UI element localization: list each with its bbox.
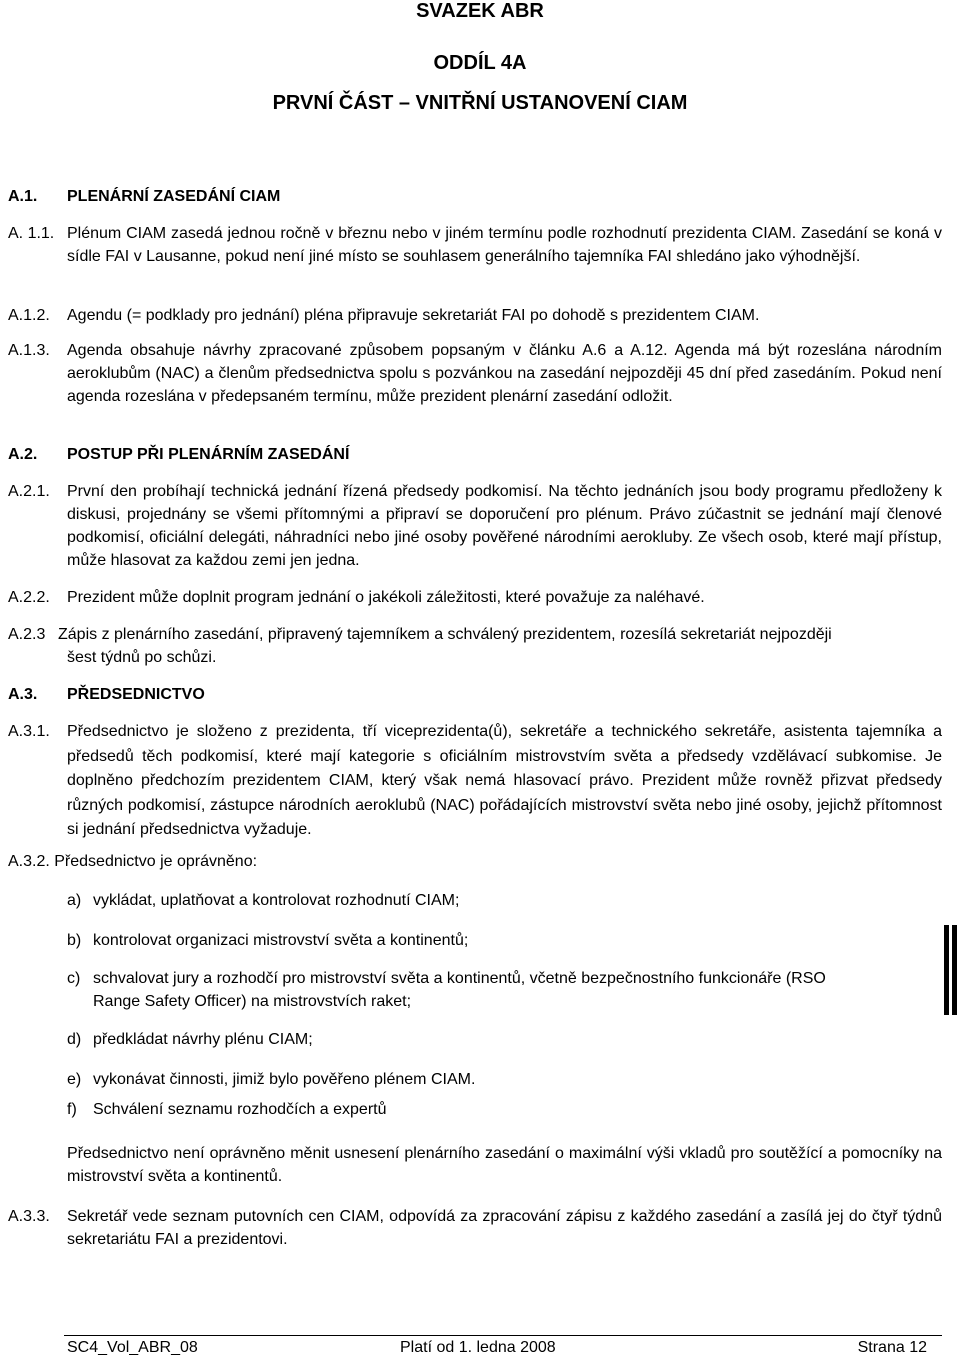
- heading-a2-number: A.2.: [8, 446, 38, 463]
- paragraph-a22-text: Prezident může doplnit program jednání o jakékoli záležitosti, které považuje za naléhavé.: [67, 589, 705, 606]
- list-item-text: předkládat návrhy plénu CIAM;: [93, 1031, 313, 1048]
- list-item-label: a): [67, 892, 82, 909]
- footer-divider: [64, 1335, 942, 1336]
- list-item-label: f): [67, 1101, 77, 1118]
- list-item-text-continued: Range Safety Officer) na mistrovstvích raket;: [93, 993, 412, 1010]
- footer-doc-id: SC4_Vol_ABR_08: [67, 1339, 198, 1356]
- paragraph-a11-text: Plénum CIAM zasedá jednou ročně v březnu nebo v jiném termínu podle rozhodnutí prezidenta CIAM. Zasedání se koná v sídle FAI v Lausanne, pokud není jiné místo se souhlasem generálního tajemníka FAI shledáno jako výhodnější.: [67, 225, 942, 265]
- list-item: [67, 929, 942, 952]
- heading-a1-number: A.1.: [8, 188, 38, 205]
- paragraph-a31-text: Předsednictvo je složeno z prezidenta, tří viceprezidenta(ů), sekretáře a technického sekretáře, asistenta tajemníka a předsedů těch podkomisí, které mají kategorie s oficiálním mistrovstvím světa a předsedy vzdělávací subkomise. Je doplněno předchozím prezidentem CIAM, který však nemá hlasovací právo. Prezident může rovněž přizvat předsedy různých podkomisí, zástupce národních aeroklubů (NAC) pořádajících mistrovství světa nebo jiné osoby, jejichž přítomnost si jednání předsednictva vyžaduje.: [67, 723, 942, 838]
- list-item: [67, 967, 942, 1013]
- list-item-text: kontrolovat organizaci mistrovství světa a kontinentů;: [93, 932, 469, 949]
- paragraph-a31-number: A.3.1.: [8, 723, 50, 740]
- paragraph-a22: [8, 586, 942, 609]
- heading-a3-title: PŘEDSEDNICTVO: [67, 686, 205, 703]
- list-item-text: Schválení seznamu rozhodčích a expertů: [93, 1101, 387, 1118]
- list-item: [67, 1028, 942, 1051]
- list-item-label: d): [67, 1031, 82, 1048]
- paragraph-a21-text: První den probíhají technická jednání řízená předsedy podkomisí. Na těchto jednáních jsou body programu předloženy k diskusi, projednány se všemi přítomnými a připraví se doporučení pro plénum. Právo zúčastnit se jednání mají členové podkomisí, oficiální delegáti, náhradníci nebo jiné osoby pověřené národními aerokluby. Ze všech osob, které mají přístup, může hlasovat za každou zemi jen jedna.: [67, 483, 942, 569]
- heading-a2-title: POSTUP PŘI PLENÁRNÍM ZASEDÁNÍ: [67, 446, 350, 463]
- section-title: ODDÍL 4A: [433, 52, 527, 74]
- heading-a3-number: A.3.: [8, 686, 38, 703]
- paragraph-a11-number: A. 1.1.: [8, 225, 55, 242]
- list-item: [67, 1068, 942, 1091]
- paragraph-a33: [8, 1205, 942, 1251]
- paragraph-a21: [8, 480, 942, 572]
- paragraph-a21-number: A.2.1.: [8, 483, 50, 500]
- paragraph-a12-text: Agendu (= podklady pro jednání) pléna připravuje sekretariát FAI po dohodě s prezidentem CIAM.: [67, 307, 760, 324]
- list-item-label: c): [67, 970, 81, 987]
- paragraph-a23-number: A.2.3: [8, 626, 46, 643]
- paragraph-a13: [8, 339, 942, 408]
- revision-bar: [952, 925, 957, 1015]
- paragraph-a33-number: A.3.3.: [8, 1208, 50, 1225]
- list-item-label: b): [67, 932, 82, 949]
- paragraph-a13-text: Agenda obsahuje návrhy zpracované způsobem popsaným v článku A.6 a A.12. Agenda má být rozeslána národním aeroklubům (NAC) a členům předsednictva spolu s pozvánkou na zasedání nejpozději 45 dní před zasedáním. Pokud není agenda rozeslána v předepsaném termínu, může prezident plenární zasedání odložit.: [67, 342, 942, 405]
- list-item-text: vykonávat činnosti, jimiž bylo pověřeno plénem CIAM.: [93, 1071, 476, 1088]
- paragraph-a12-number: A.1.2.: [8, 307, 50, 324]
- paragraph-a32-note: Předsednictvo není oprávněno měnit usnesení plenárního zasedání o maximální výši vkladů pro soutěžící a pomocníky na mistrovství světa a kontinentů.: [67, 1145, 942, 1185]
- list-item-label: e): [67, 1071, 82, 1088]
- paragraph-a23-line1: Zápis z plenárního zasedání, připravený tajemníkem a schválený prezidentem, rozesílá sekretariát nejpozději: [58, 626, 832, 643]
- paragraph-a23: [8, 623, 942, 669]
- list-item: [67, 889, 942, 912]
- paragraph-a33-text: Sekretář vede seznam putovních cen CIAM, odpovídá za zpracování zápisu z každého zasedání a zasílá jej do čtyř týdnů sekretariátu FAI a prezidentovi.: [67, 1208, 942, 1248]
- footer-validity: Platí od 1. ledna 2008: [400, 1339, 556, 1356]
- paragraph-a13-number: A.1.3.: [8, 342, 50, 359]
- paragraph-a31: [8, 720, 942, 843]
- list-item-text: vykládat, uplatňovat a kontrolovat rozhodnutí CIAM;: [93, 892, 460, 909]
- volume-title: SVAZEK ABR: [416, 0, 544, 22]
- list-item-text: schvalovat jury a rozhodčí pro mistrovství světa a kontinentů, včetně bezpečnostního funkcionáře (RSO: [93, 970, 826, 987]
- list-item: [67, 1098, 942, 1121]
- footer-page-number: Strana 12: [857, 1339, 927, 1356]
- paragraph-a12: [8, 304, 942, 327]
- revision-bar: [944, 925, 949, 1015]
- paragraph-a23-line2: šest týdnů po schůzi.: [67, 649, 217, 666]
- heading-a1-title: PLENÁRNÍ ZASEDÁNÍ CIAM: [67, 188, 281, 205]
- paragraph-a32-intro: A.3.2. Předsednictvo je oprávněno:: [8, 853, 258, 870]
- paragraph-a11: [8, 222, 942, 268]
- paragraph-a22-number: A.2.2.: [8, 589, 50, 606]
- part-title: PRVNÍ ČÁST – VNITŘNÍ USTANOVENÍ CIAM: [272, 92, 688, 114]
